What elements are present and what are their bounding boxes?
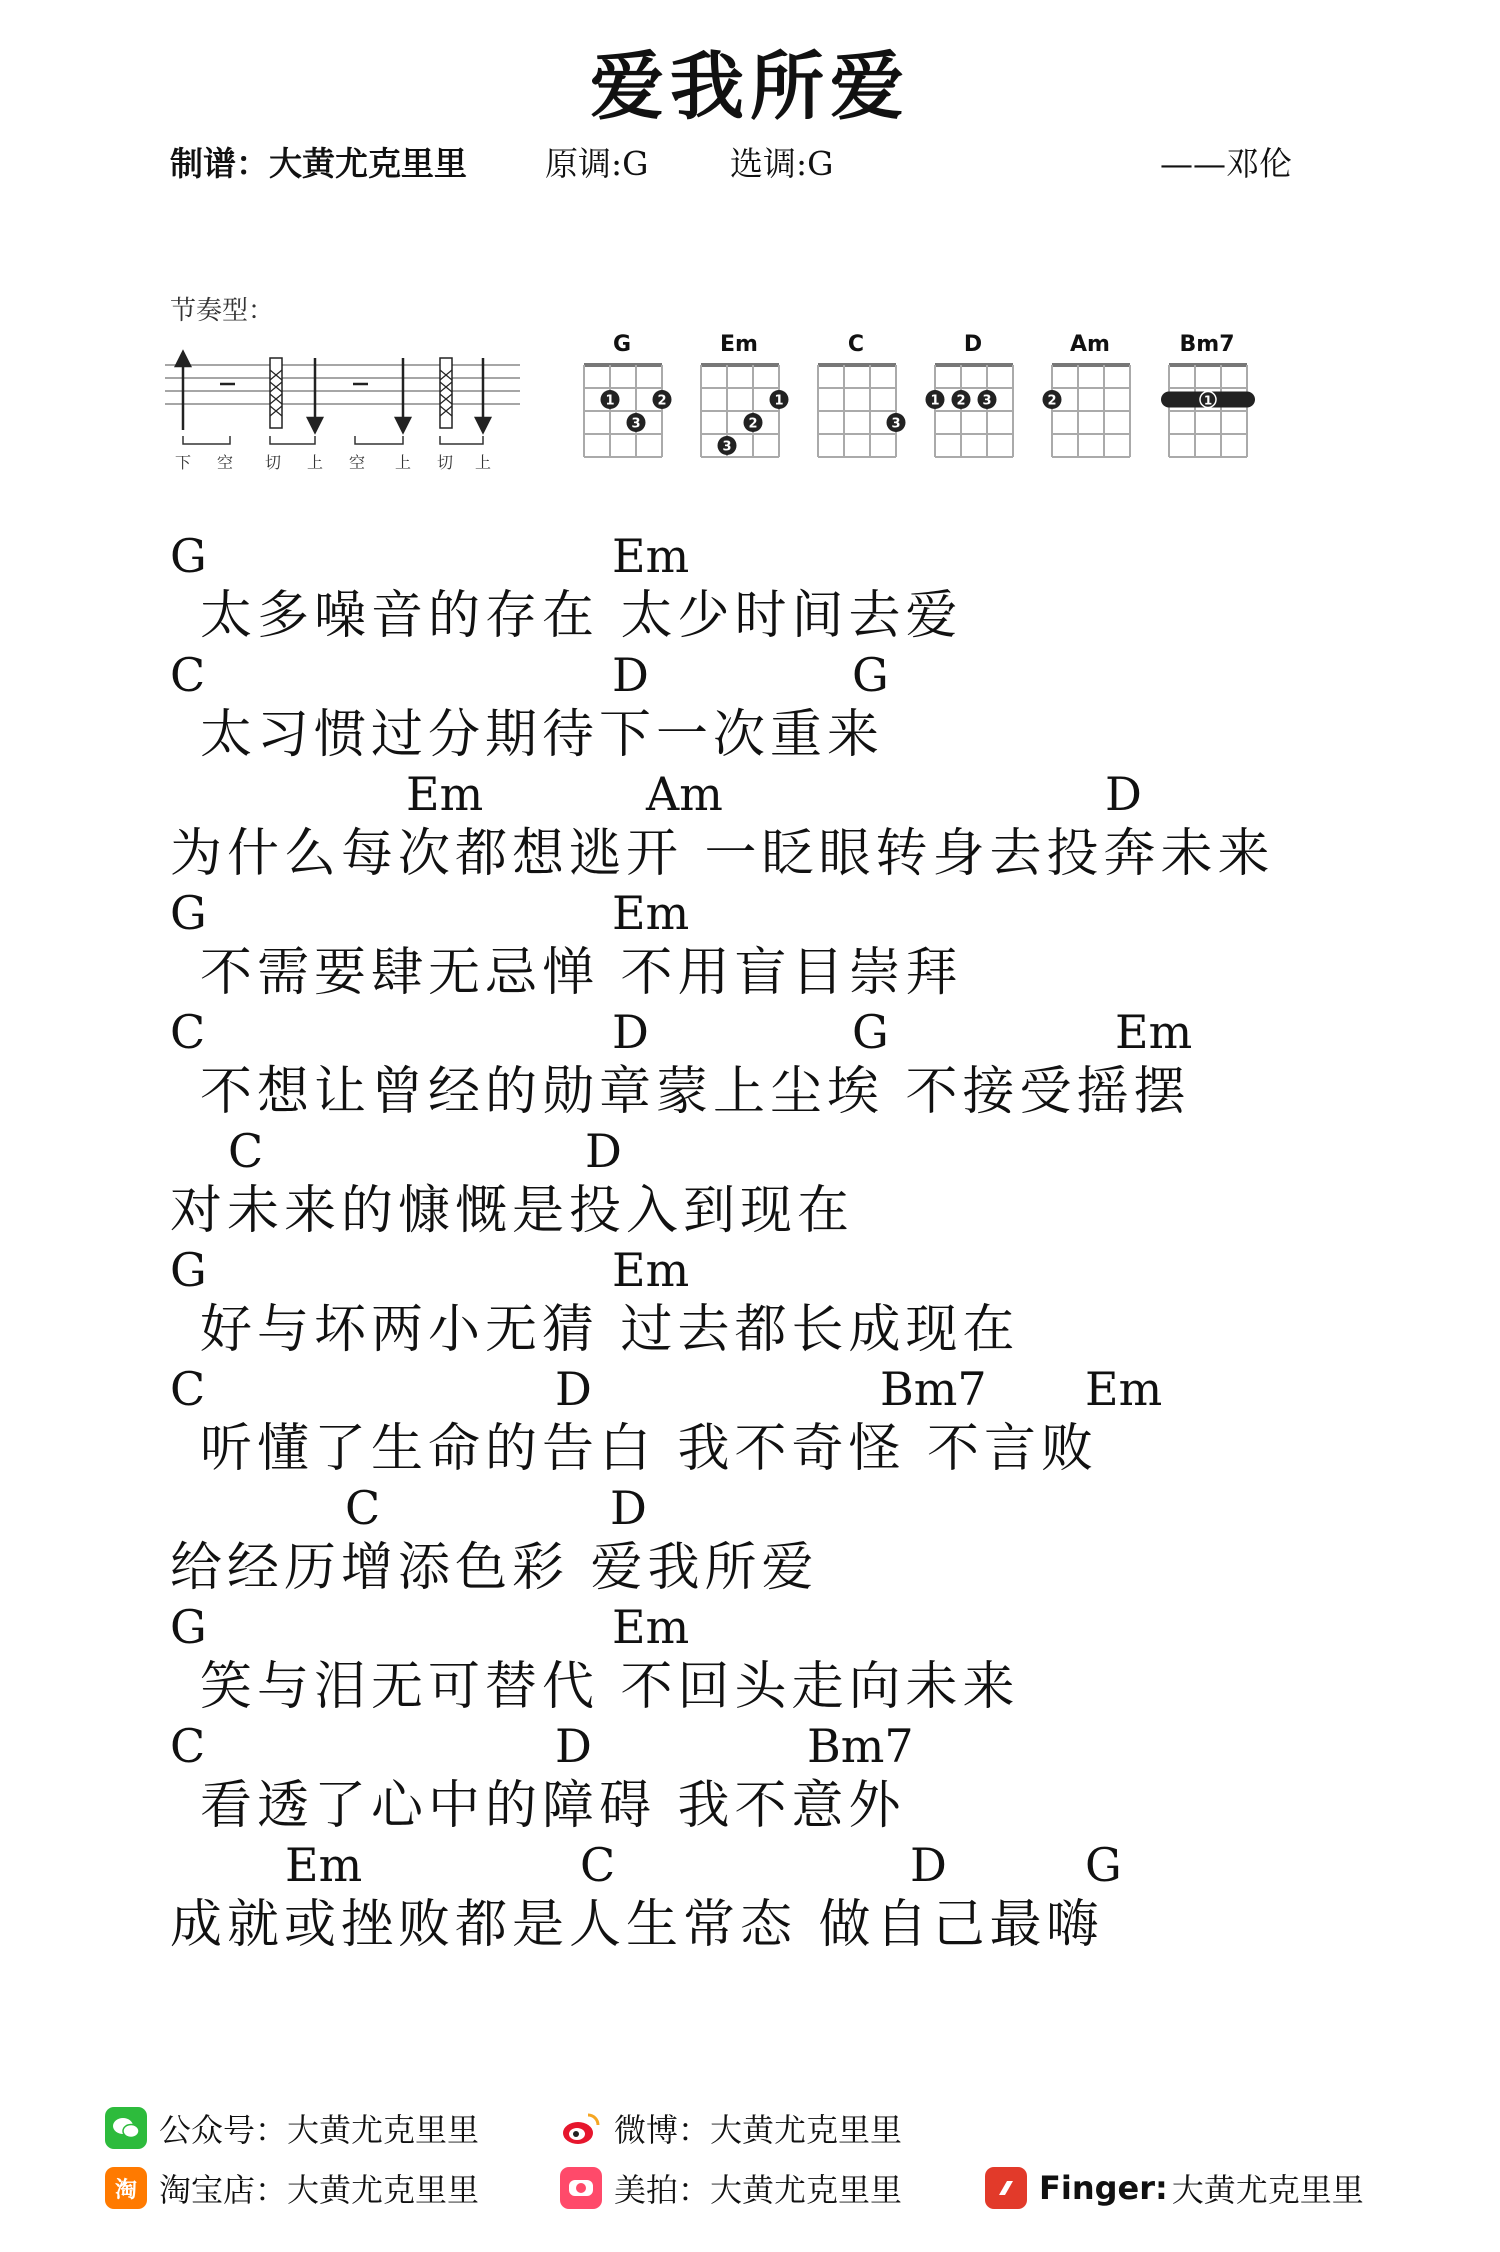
chord-finger: 2 <box>748 416 758 432</box>
wechat-icon <box>105 2107 147 2149</box>
song-line <box>170 1363 1370 1482</box>
chord-symbol: D <box>555 1362 592 1416</box>
song-meta <box>170 138 1330 194</box>
song-line <box>170 1720 1370 1839</box>
song-line <box>170 530 1370 649</box>
selected-key: 选调:G <box>730 144 834 183</box>
song-line <box>170 1244 1370 1363</box>
chord-symbol: D <box>610 1481 647 1535</box>
chord-symbol: C <box>170 1719 206 1773</box>
chord-finger: 1 <box>1203 393 1213 408</box>
lyric-line: 不想让曾经的勋章蒙上尘埃 不接受摇摆 <box>200 1062 1191 1122</box>
chord-symbol: G <box>170 529 207 583</box>
chord-symbol: G <box>170 1600 207 1654</box>
footer-taobao <box>105 2165 479 2211</box>
chord-diagram-em <box>701 332 789 457</box>
chord-symbol: Em <box>612 1600 690 1654</box>
song-title: 爱我所爱 <box>590 44 910 130</box>
chord-symbol: D <box>1105 767 1142 821</box>
original-key: 原调:G <box>545 144 649 183</box>
chord-symbol: C <box>170 1005 206 1059</box>
rhythm-syllable: 下 <box>174 453 192 472</box>
chord-finger: 2 <box>657 393 667 409</box>
weibo-icon <box>560 2107 602 2149</box>
lyric-line: 不需要肆无忌惮 不用盲目崇拜 <box>200 943 963 1003</box>
chord-symbol: G <box>852 1005 889 1059</box>
rhythm-syllable: 空 <box>216 453 234 472</box>
rhythm-syllable: 切 <box>264 453 282 472</box>
footer-wechat <box>105 2105 479 2151</box>
chord-diagrams <box>580 325 1280 495</box>
footer-wechat-text: 公众号：大黄尤克里里 <box>159 2111 480 2149</box>
lyric-line: 笑与泪无可替代 不回头走向未来 <box>200 1657 1020 1717</box>
chord-finger: 3 <box>982 393 992 409</box>
chord-diagram-d <box>926 332 1014 457</box>
chord-diagram-bm7 <box>1161 332 1255 457</box>
chord-symbol: G <box>852 648 889 702</box>
song-line <box>170 1125 1370 1244</box>
chord-finger: 1 <box>774 393 784 409</box>
chord-symbol: Em <box>612 886 690 940</box>
chord-finger: 2 <box>956 393 966 409</box>
arranger-name: 大黄尤克里里 <box>269 144 467 183</box>
meipai-icon <box>560 2167 602 2209</box>
lyric-line: 听懂了生命的告白 我不奇怪 不言败 <box>200 1419 1099 1479</box>
rhythm-beams <box>183 436 483 444</box>
lyric-line: 好与坏两小无猜 过去都长成现在 <box>200 1300 1020 1360</box>
footer-taobao-text: 淘宝店：大黄尤克里里 <box>159 2171 480 2209</box>
finger-app-icon <box>985 2167 1027 2209</box>
song-line <box>170 1006 1370 1125</box>
chord-symbol: D <box>555 1719 592 1773</box>
song-line <box>170 1601 1370 1720</box>
footer <box>105 2105 1425 2235</box>
chord-finger: 3 <box>722 439 732 455</box>
rhythm-syllable: 上 <box>474 453 492 472</box>
song-sheet <box>170 530 1370 1958</box>
artist: ——邓伦 <box>1160 144 1292 183</box>
lyric-line: 为什么每次都想逃开 一眨眼转身去投奔未来 <box>170 824 1275 884</box>
chord-finger: 1 <box>930 393 940 409</box>
song-line <box>170 887 1370 1006</box>
finger-value: 大黄尤克里里 <box>1171 2171 1364 2209</box>
chord-name: C <box>847 332 865 357</box>
chord-symbol: G <box>1085 1838 1122 1892</box>
chord-finger: 2 <box>1047 393 1057 409</box>
chord-finger: 1 <box>605 393 615 409</box>
chord-symbol: Em <box>285 1838 363 1892</box>
chord-name: G <box>612 332 632 357</box>
footer-weibo <box>560 2105 902 2151</box>
chord-symbol: C <box>170 1362 206 1416</box>
lyric-line: 给经历增添色彩 爱我所爱 <box>170 1538 819 1598</box>
rhythm-syllable: 切 <box>436 453 454 472</box>
chord-diagram-c <box>818 332 906 457</box>
chord-symbol: C <box>170 648 206 702</box>
chord-symbol: G <box>170 1243 207 1297</box>
chord-name: Bm7 <box>1179 332 1235 357</box>
chord-symbol: Am <box>646 767 723 821</box>
arranger <box>170 138 467 185</box>
rhythm-staff <box>165 365 520 404</box>
chord-symbol: D <box>910 1838 947 1892</box>
chord-symbol: Em <box>1085 1362 1163 1416</box>
chord-symbol: D <box>585 1124 622 1178</box>
rhythm-pattern <box>165 340 525 480</box>
chord-finger: 3 <box>631 416 641 432</box>
taobao-icon: 淘 <box>105 2167 147 2209</box>
chord-symbol: D <box>612 1005 649 1059</box>
song-line <box>170 768 1370 887</box>
rhythm-syllable: 上 <box>394 453 412 472</box>
chord-symbol: Em <box>612 529 690 583</box>
chord-name: Em <box>720 332 758 357</box>
footer-weibo-text: 微博：大黄尤克里里 <box>614 2111 903 2149</box>
rhythm-syllable: 上 <box>306 453 324 472</box>
chord-symbol: C <box>228 1124 264 1178</box>
footer-finger <box>985 2165 1364 2211</box>
chord-symbol: G <box>170 886 207 940</box>
chord-symbol: Bm7 <box>880 1362 987 1416</box>
chord-symbol: D <box>612 648 649 702</box>
chord-diagram-am <box>1043 332 1131 457</box>
rhythm-strokes <box>176 352 490 432</box>
lyric-line: 太习惯过分期待下一次重来 <box>200 705 885 765</box>
rhythm-syllable: 空 <box>348 453 366 472</box>
footer-meipai-text: 美拍：大黄尤克里里 <box>614 2171 903 2209</box>
chord-symbol: Em <box>406 767 484 821</box>
song-line <box>170 1482 1370 1601</box>
chord-name: Am <box>1070 332 1110 357</box>
chord-name: D <box>963 332 983 357</box>
arranger-label: 制谱： <box>170 144 269 183</box>
song-line <box>170 649 1370 768</box>
lyric-line: 对未来的慷慨是投入到现在 <box>170 1181 855 1241</box>
chord-symbol: C <box>580 1838 616 1892</box>
chord-symbol: Em <box>1115 1005 1193 1059</box>
chord-diagram-g <box>584 332 672 457</box>
chord-finger: 3 <box>891 416 901 432</box>
lyric-line: 看透了心中的障碍 我不意外 <box>200 1776 906 1836</box>
rhythm-label: 节奏型： <box>170 296 275 326</box>
rhythm-syllables <box>175 453 491 472</box>
lyric-line: 成就或挫败都是人生常态 做自己最嗨 <box>170 1895 1104 1955</box>
chord-symbol: Em <box>612 1243 690 1297</box>
song-line <box>170 1839 1370 1958</box>
lyric-line: 太多噪音的存在 太少时间去爱 <box>200 586 963 646</box>
footer-meipai <box>560 2165 902 2211</box>
chord-symbol: C <box>345 1481 381 1535</box>
chord-symbol: Bm7 <box>807 1719 914 1773</box>
finger-label: Finger: <box>1039 2169 1168 2207</box>
